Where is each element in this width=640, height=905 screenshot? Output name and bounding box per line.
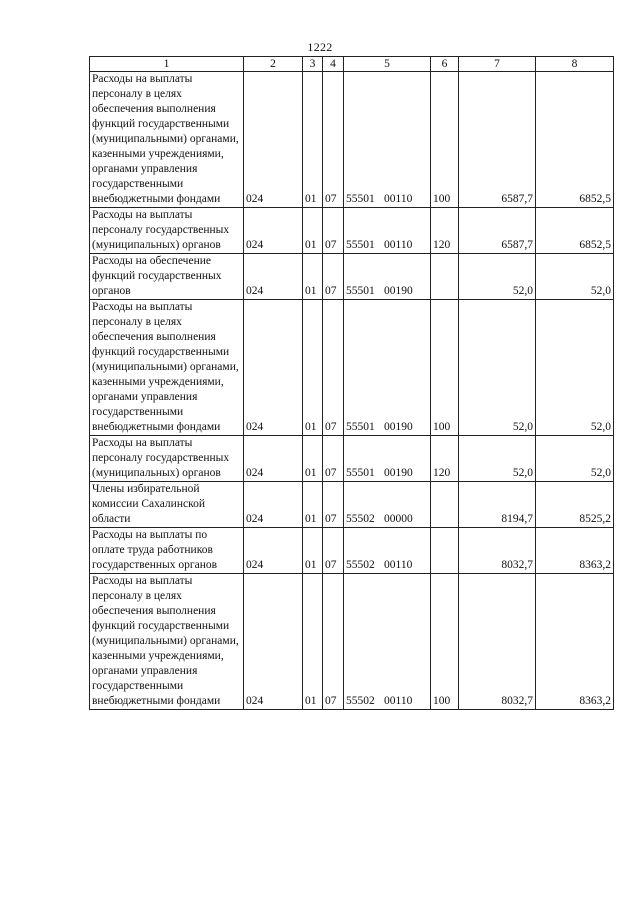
subsection-cell: 07	[323, 208, 344, 254]
section-cell: 01	[303, 300, 323, 436]
column-header: 7	[459, 57, 536, 72]
header-row	[90, 57, 614, 72]
subsection-cell: 07	[323, 436, 344, 482]
amount-year1-cell: 8194,7	[459, 482, 536, 528]
grbs-cell: 024	[244, 574, 303, 710]
row-name-cell: Расходы на выплаты персоналу в целях обеспечения выполнения функций государственными (муниципальными) органами, казенными учреждениями, органами управления государственными внебюджетными фондами	[90, 72, 244, 208]
section-cell: 01	[303, 436, 323, 482]
target-article-program: 55501	[346, 421, 375, 433]
table-row	[90, 254, 614, 300]
target-article-cell	[344, 254, 431, 300]
row-name-cell: Расходы на выплаты по оплате труда работников государственных органов	[90, 528, 244, 574]
section-cell: 01	[303, 482, 323, 528]
target-article-direction: 00110	[384, 239, 413, 251]
target-article-direction: 00190	[384, 421, 413, 433]
target-article-cell	[344, 208, 431, 254]
target-article-cell	[344, 436, 431, 482]
row-name-cell: Расходы на выплаты персоналу в целях обеспечения выполнения функций государственными (муниципальными) органами, казенными учреждениями, органами управления государственными внебюджетными фондами	[90, 574, 244, 710]
row-name-cell: Расходы на выплаты персоналу государственных (муниципальных) органов	[90, 436, 244, 482]
table-row	[90, 208, 614, 254]
target-article-program: 55501	[346, 239, 375, 251]
subsection-cell: 07	[323, 482, 344, 528]
target-article-program: 55502	[346, 695, 375, 707]
table-row	[90, 72, 614, 208]
column-header: 3	[303, 57, 323, 72]
section-cell: 01	[303, 72, 323, 208]
grbs-cell: 024	[244, 254, 303, 300]
target-article-direction: 00190	[384, 285, 413, 297]
expense-type-cell: 120	[431, 208, 459, 254]
amount-year1-cell: 8032,7	[459, 528, 536, 574]
amount-year2-cell: 52,0	[536, 436, 614, 482]
row-name-cell: Расходы на обеспечение функций государственных органов	[90, 254, 244, 300]
subsection-cell: 07	[323, 300, 344, 436]
expense-type-cell	[431, 528, 459, 574]
target-article-direction: 00110	[384, 695, 413, 707]
amount-year2-cell: 8363,2	[536, 574, 614, 710]
page-number: 1222	[307, 40, 333, 54]
column-header: 2	[244, 57, 303, 72]
subsection-cell: 07	[323, 574, 344, 710]
target-article-program: 55502	[346, 513, 375, 525]
target-article-program: 55501	[346, 467, 375, 479]
target-article-direction: 00110	[384, 559, 413, 571]
expense-type-cell	[431, 254, 459, 300]
column-header: 8	[536, 57, 614, 72]
amount-year1-cell: 52,0	[459, 254, 536, 300]
column-header: 6	[431, 57, 459, 72]
expense-type-cell: 100	[431, 72, 459, 208]
section-cell: 01	[303, 254, 323, 300]
target-article-cell	[344, 300, 431, 436]
section-cell: 01	[303, 528, 323, 574]
amount-year1-cell: 6587,7	[459, 72, 536, 208]
budget-table	[89, 56, 614, 710]
column-header: 1	[90, 57, 244, 72]
amount-year2-cell: 52,0	[536, 300, 614, 436]
amount-year1-cell: 52,0	[459, 436, 536, 482]
amount-year2-cell: 52,0	[536, 254, 614, 300]
target-article-cell	[344, 482, 431, 528]
section-cell: 01	[303, 208, 323, 254]
amount-year2-cell: 8363,2	[536, 528, 614, 574]
expense-type-cell	[431, 482, 459, 528]
target-article-program: 55501	[346, 285, 375, 297]
amount-year2-cell: 8525,2	[536, 482, 614, 528]
target-article-direction: 00110	[384, 193, 413, 205]
subsection-cell: 07	[323, 72, 344, 208]
amount-year1-cell: 8032,7	[459, 574, 536, 710]
grbs-cell: 024	[244, 208, 303, 254]
section-cell: 01	[303, 574, 323, 710]
row-name-cell: Расходы на выплаты персоналу в целях обеспечения выполнения функций государственными (муниципальными) органами, казенными учреждениями, органами управления государственными внебюджетными фондами	[90, 300, 244, 436]
table-row	[90, 574, 614, 710]
target-article-cell	[344, 528, 431, 574]
target-article-cell	[344, 72, 431, 208]
target-article-cell	[344, 574, 431, 710]
row-name-cell: Расходы на выплаты персоналу государственных (муниципальных) органов	[90, 208, 244, 254]
expense-type-cell: 120	[431, 436, 459, 482]
target-article-program: 55501	[346, 193, 375, 205]
grbs-cell: 024	[244, 528, 303, 574]
grbs-cell: 024	[244, 300, 303, 436]
amount-year2-cell: 6852,5	[536, 72, 614, 208]
amount-year2-cell: 6852,5	[536, 208, 614, 254]
row-name-cell: Члены избирательной комиссии Сахалинской области	[90, 482, 244, 528]
target-article-direction: 00000	[384, 513, 413, 525]
table-row	[90, 300, 614, 436]
column-header: 5	[344, 57, 431, 72]
subsection-cell: 07	[323, 528, 344, 574]
grbs-cell: 024	[244, 482, 303, 528]
table-row	[90, 436, 614, 482]
amount-year1-cell: 6587,7	[459, 208, 536, 254]
target-article-program: 55502	[346, 559, 375, 571]
target-article-direction: 00190	[384, 467, 413, 479]
subsection-cell: 07	[323, 254, 344, 300]
expense-type-cell: 100	[431, 574, 459, 710]
amount-year1-cell: 52,0	[459, 300, 536, 436]
table-row	[90, 528, 614, 574]
expense-type-cell: 100	[431, 300, 459, 436]
grbs-cell: 024	[244, 72, 303, 208]
column-header: 4	[323, 57, 344, 72]
table-row	[90, 482, 614, 528]
grbs-cell: 024	[244, 436, 303, 482]
